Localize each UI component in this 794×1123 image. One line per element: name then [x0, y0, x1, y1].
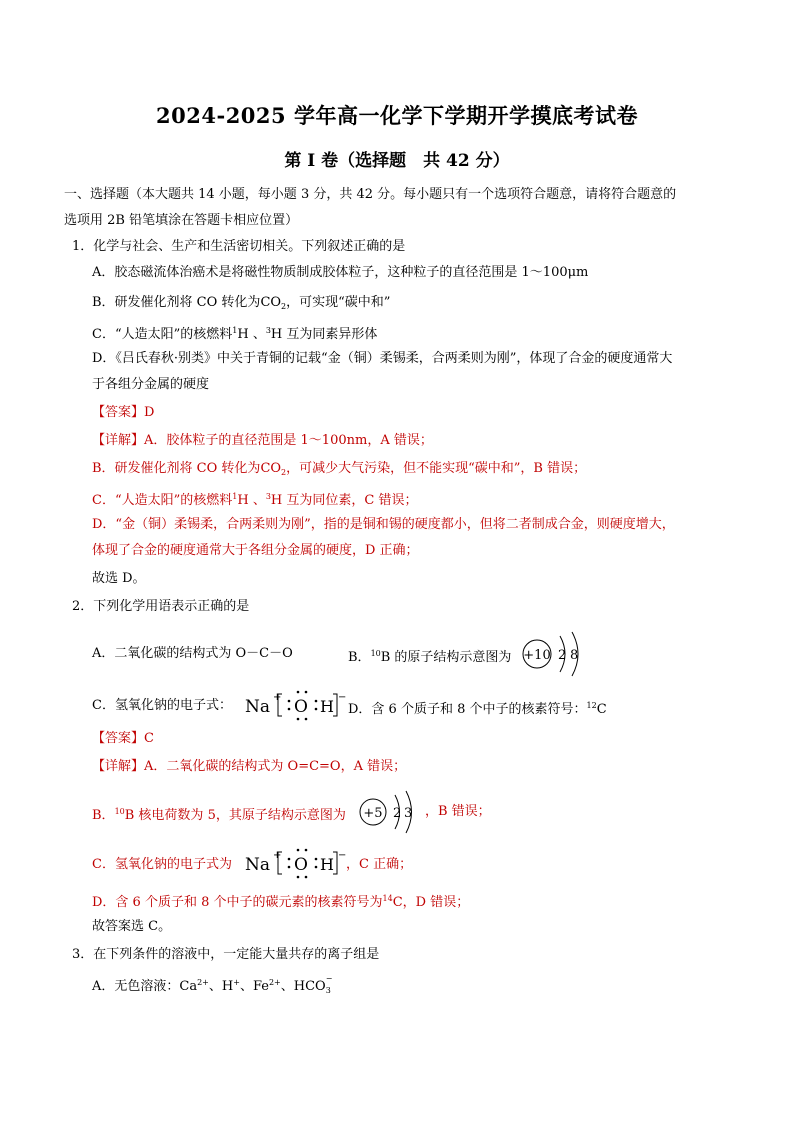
sodium-charge: +	[273, 692, 282, 703]
q2-option-c: C．氢氧化钠的电子式：	[92, 698, 232, 713]
q2-option-b: B．$^{10}$B 的原子结构示意图为	[348, 649, 512, 665]
electron-dot	[297, 876, 300, 879]
q2-option-a: A．二氧化碳的结构式为 O－C－O	[92, 646, 293, 661]
electron-dot	[288, 866, 291, 869]
electron-dot	[315, 700, 318, 703]
shell-1-count: 2	[558, 648, 567, 663]
q1-option-a: A．胶态磁流体治癌术是将磁性物质制成胶体粒子，这种粒子的直径范围是 1～100μm	[92, 265, 589, 280]
exam-subtitle: 第 I 卷（选择题 共 42 分）	[284, 151, 510, 171]
section-heading-line1: 一、选择题（本大题共 14 小题，每小题 3 分，共 42 分。每小题只有一个选项符合题意，请将符合题意的	[64, 187, 677, 202]
electron-dot	[297, 691, 300, 694]
q2-conclusion: 故答案选 C。	[92, 919, 172, 934]
electron-dot	[297, 849, 300, 852]
q1-answer: 【答案】D	[92, 405, 155, 420]
nucleus-label: +5	[363, 806, 383, 821]
hydroxide-charge: −	[338, 850, 347, 861]
q2-answer: 【答案】C	[92, 731, 154, 746]
q1-conclusion: 故选 D。	[92, 571, 146, 586]
q1-explain-d-line2: 体现了合金的硬度通常大于各组分金属的硬度，D 正确；	[92, 543, 419, 558]
electron-dot	[305, 718, 308, 721]
q3-option-a: A．无色溶液：$Ca^{2+}$、H+、$Fe^{2+}$、HCO − 3	[92, 974, 333, 995]
sodium-charge: +	[273, 850, 282, 861]
electron-dot	[288, 858, 291, 861]
q1-explain-d-line1: D．“金（铜）柔锡柔，合两柔则为刚”，指的是铜和锡的硬度都小，但将二者制成合金，则硬度增大，	[92, 517, 675, 532]
q2-explain-c: C．氢氧化钠的电子式为	[92, 857, 232, 872]
exam-title: 2024-2025 学年高一化学下学期开学摸底考试卷	[156, 103, 638, 128]
q1-option-d-line2: 于各组分金属的硬度	[92, 377, 210, 392]
boron-atom-diagram-option-b	[520, 628, 590, 680]
electron-dot	[315, 866, 318, 869]
q1-option-d-line1: D．《吕氏春秋·别类》中关于青铜的记载“金（铜）柔锡柔，合两柔则为刚”，体现了合金的硬度通常大	[92, 351, 673, 366]
shell-1-count: 2	[393, 806, 402, 821]
section-heading-line2: 选项用 2B 铅笔填涂在答题卡相应位置）	[64, 213, 299, 228]
q2-explain-c-end: ，C 正确；	[346, 857, 413, 872]
shell-2-count: 3	[404, 806, 413, 821]
electron-dot	[305, 876, 308, 879]
q1-option-c: C．“人造太阳”的核燃料$^1$H 、$^3$H 互为同素异形体	[92, 326, 378, 342]
electron-dot	[288, 708, 291, 711]
naoh-electron-formula-explanation	[244, 846, 347, 880]
nucleus-label: +10	[523, 648, 551, 663]
q2-explain-d: D．含 6 个质子和 8 个中子的碳元素的核素符号为$^{14}$C，D 错误；	[92, 894, 470, 910]
naoh-electron-formula-option-c	[244, 688, 347, 722]
oxygen-symbol: O	[294, 855, 308, 875]
bicarbonate-index: − 3	[325, 974, 333, 995]
q2-explain-b-end: ，B 错误；	[425, 804, 491, 819]
electron-dot	[305, 849, 308, 852]
electron-dot	[315, 858, 318, 861]
q1-option-b: B．研发催化剂将 CO 转化为$CO_2$，可实现“碳中和”	[92, 295, 391, 311]
q1-explain-c: C．“人造太阳”的核燃料$^1$H 、$^3$H 互为同位素，C 错误；	[92, 492, 418, 508]
electron-dot	[315, 708, 318, 711]
q2-stem: 2．下列化学用语表示正确的是	[72, 599, 250, 614]
q2-explain-b: B．$^{10}$B 核电荷数为 5，其原子结构示意图为	[92, 807, 346, 823]
sodium-symbol: Na	[245, 855, 271, 875]
hydroxide-charge: −	[338, 692, 347, 703]
oxygen-symbol: O	[294, 697, 308, 717]
electron-dot	[305, 691, 308, 694]
q1-explain-a: 【详解】A．胶体粒子的直径范围是 1～100nm，A 错误；	[92, 433, 433, 448]
hydrogen-symbol: H	[320, 855, 334, 874]
q1-stem: 1．化学与社会、生产和生活密切相关。下列叙述正确的是	[72, 239, 406, 254]
q2-explain-a: 【详解】A．二氧化碳的结构式为 O=C=O，A 错误；	[92, 759, 407, 774]
shell-2-count: 8	[570, 648, 579, 663]
hydrogen-symbol: H	[320, 697, 334, 716]
electron-dot	[297, 718, 300, 721]
sodium-symbol: Na	[245, 697, 271, 717]
q1-explain-b: B．研发催化剂将 CO 转化为$CO_2$，可减少大气污染，但不能实现“碳中和”，B 错误；	[92, 461, 587, 477]
boron-atom-diagram-explanation	[357, 787, 423, 837]
q2-option-d: D．含 6 个质子和 8 个中子的核素符号：$^{12}$C	[348, 701, 607, 717]
q3-stem: 3．在下列条件的溶液中，一定能大量共存的离子组是	[72, 947, 380, 962]
electron-dot	[288, 700, 291, 703]
